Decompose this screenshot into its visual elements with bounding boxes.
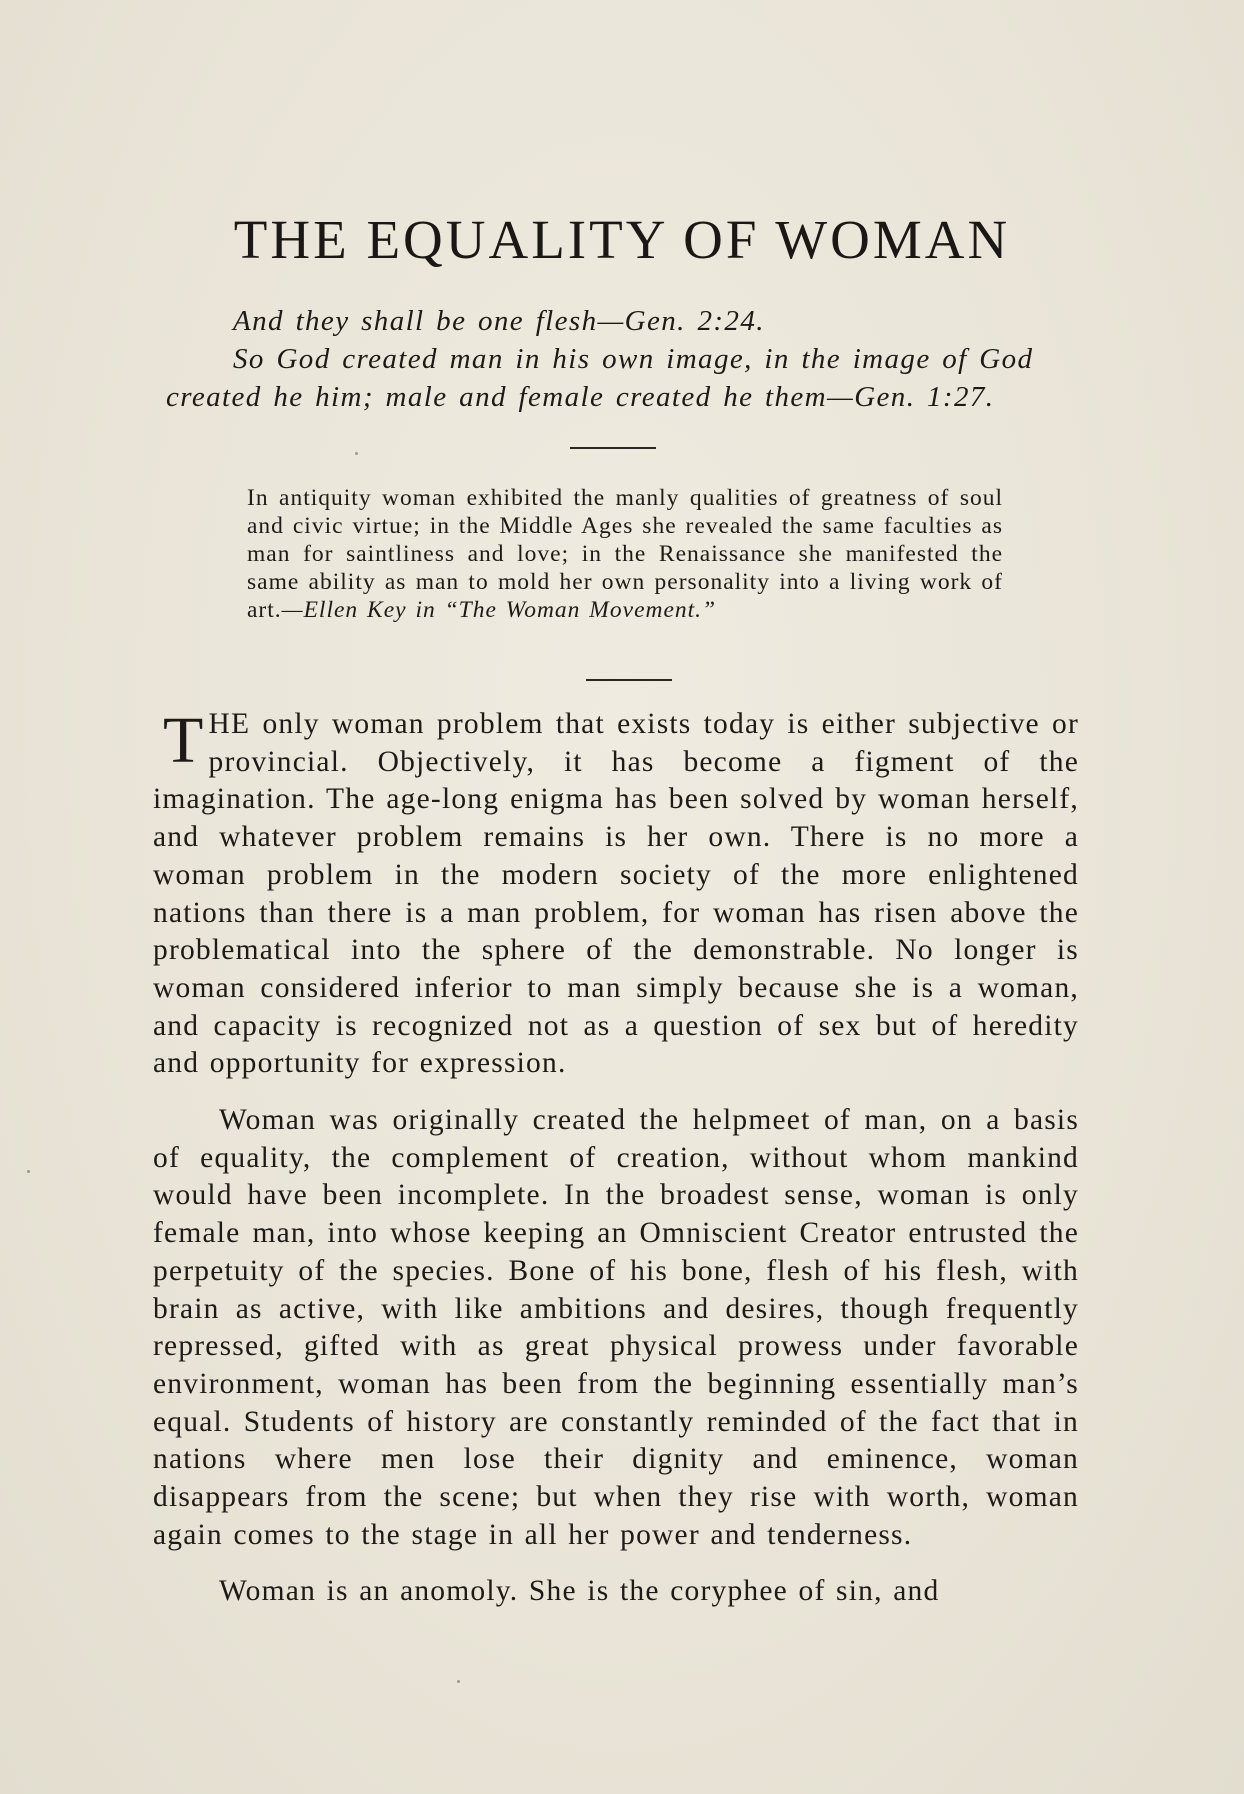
quote-attribution: —Ellen Key in “The Woman Movement.” [281, 597, 717, 623]
quote-text: In antiquity woman exhibited the manly qualities of greatness of soul and civic virtue; in the Middle Ages she revealed the same faculties as man for saintliness and love; in the Renaissance she manifested the same ability as man to mold her own personality into a living work of art. [247, 485, 1003, 623]
body-paragraph-1 [153, 706, 1079, 1083]
epigraph-line-2: So God created man in his own image, in the image of God [233, 343, 1034, 375]
drop-cap: T [163, 704, 205, 777]
paper-speck [457, 1680, 460, 1683]
body-paragraph-2: Woman was originally created the helpmeet of man, on a basis of equality, the complement of creation, without whom mankind would have been incomplete. In the broadest sense, woman is only female man, into whose keeping an Omniscient Creator entrusted the perpetuity of the species. Bone of his bone, flesh of his flesh, with brain as active, with like ambitions and desires, though frequently repressed, gifted with as great physical prowess under favorable environment, woman has been from the beginning essentially man’s equal. Students of history are constantly reminded of the fact that in nations where men lose their dignity and eminence, woman disappears from the scene; but when they rise with worth, woman again comes to the stage in all her power and tenderness. [153, 1104, 1079, 1551]
divider-rule-top [570, 447, 656, 449]
paragraph-1-text: HE only woman problem that exists today is either subjective or provincial. Objectively, it has become a figment of the imagination. The age-long enigma has been solved by woman herself, and whatever problem remains is her own. There is no more a woman problem in the modern society of the more enlightened nations than there is a man problem, for woman has risen above the problematical into the sphere of the demonstrable. No longer is woman considered inferior to man simply because she is a woman, and capacity is recognized not as a question of sex but of heredity and opportunity for expression. [153, 708, 1079, 1080]
epigraph [166, 302, 1086, 416]
body-paragraph-3: Woman is an anomoly. She is the coryphee of sin, and [219, 1575, 940, 1608]
paper-speck [355, 452, 358, 455]
epigraph-line-3: created he him; male and female created he them—Gen. 1:27. [166, 381, 995, 413]
body-text [153, 706, 1079, 1630]
block-quote [247, 484, 1003, 624]
epigraph-line-1: And they shall be one flesh—Gen. 2:24. [233, 305, 765, 337]
divider-rule-bottom [586, 679, 672, 681]
page-title: THE EQUALITY OF WOMAN [233, 209, 1011, 270]
paper-speck [27, 1170, 30, 1173]
